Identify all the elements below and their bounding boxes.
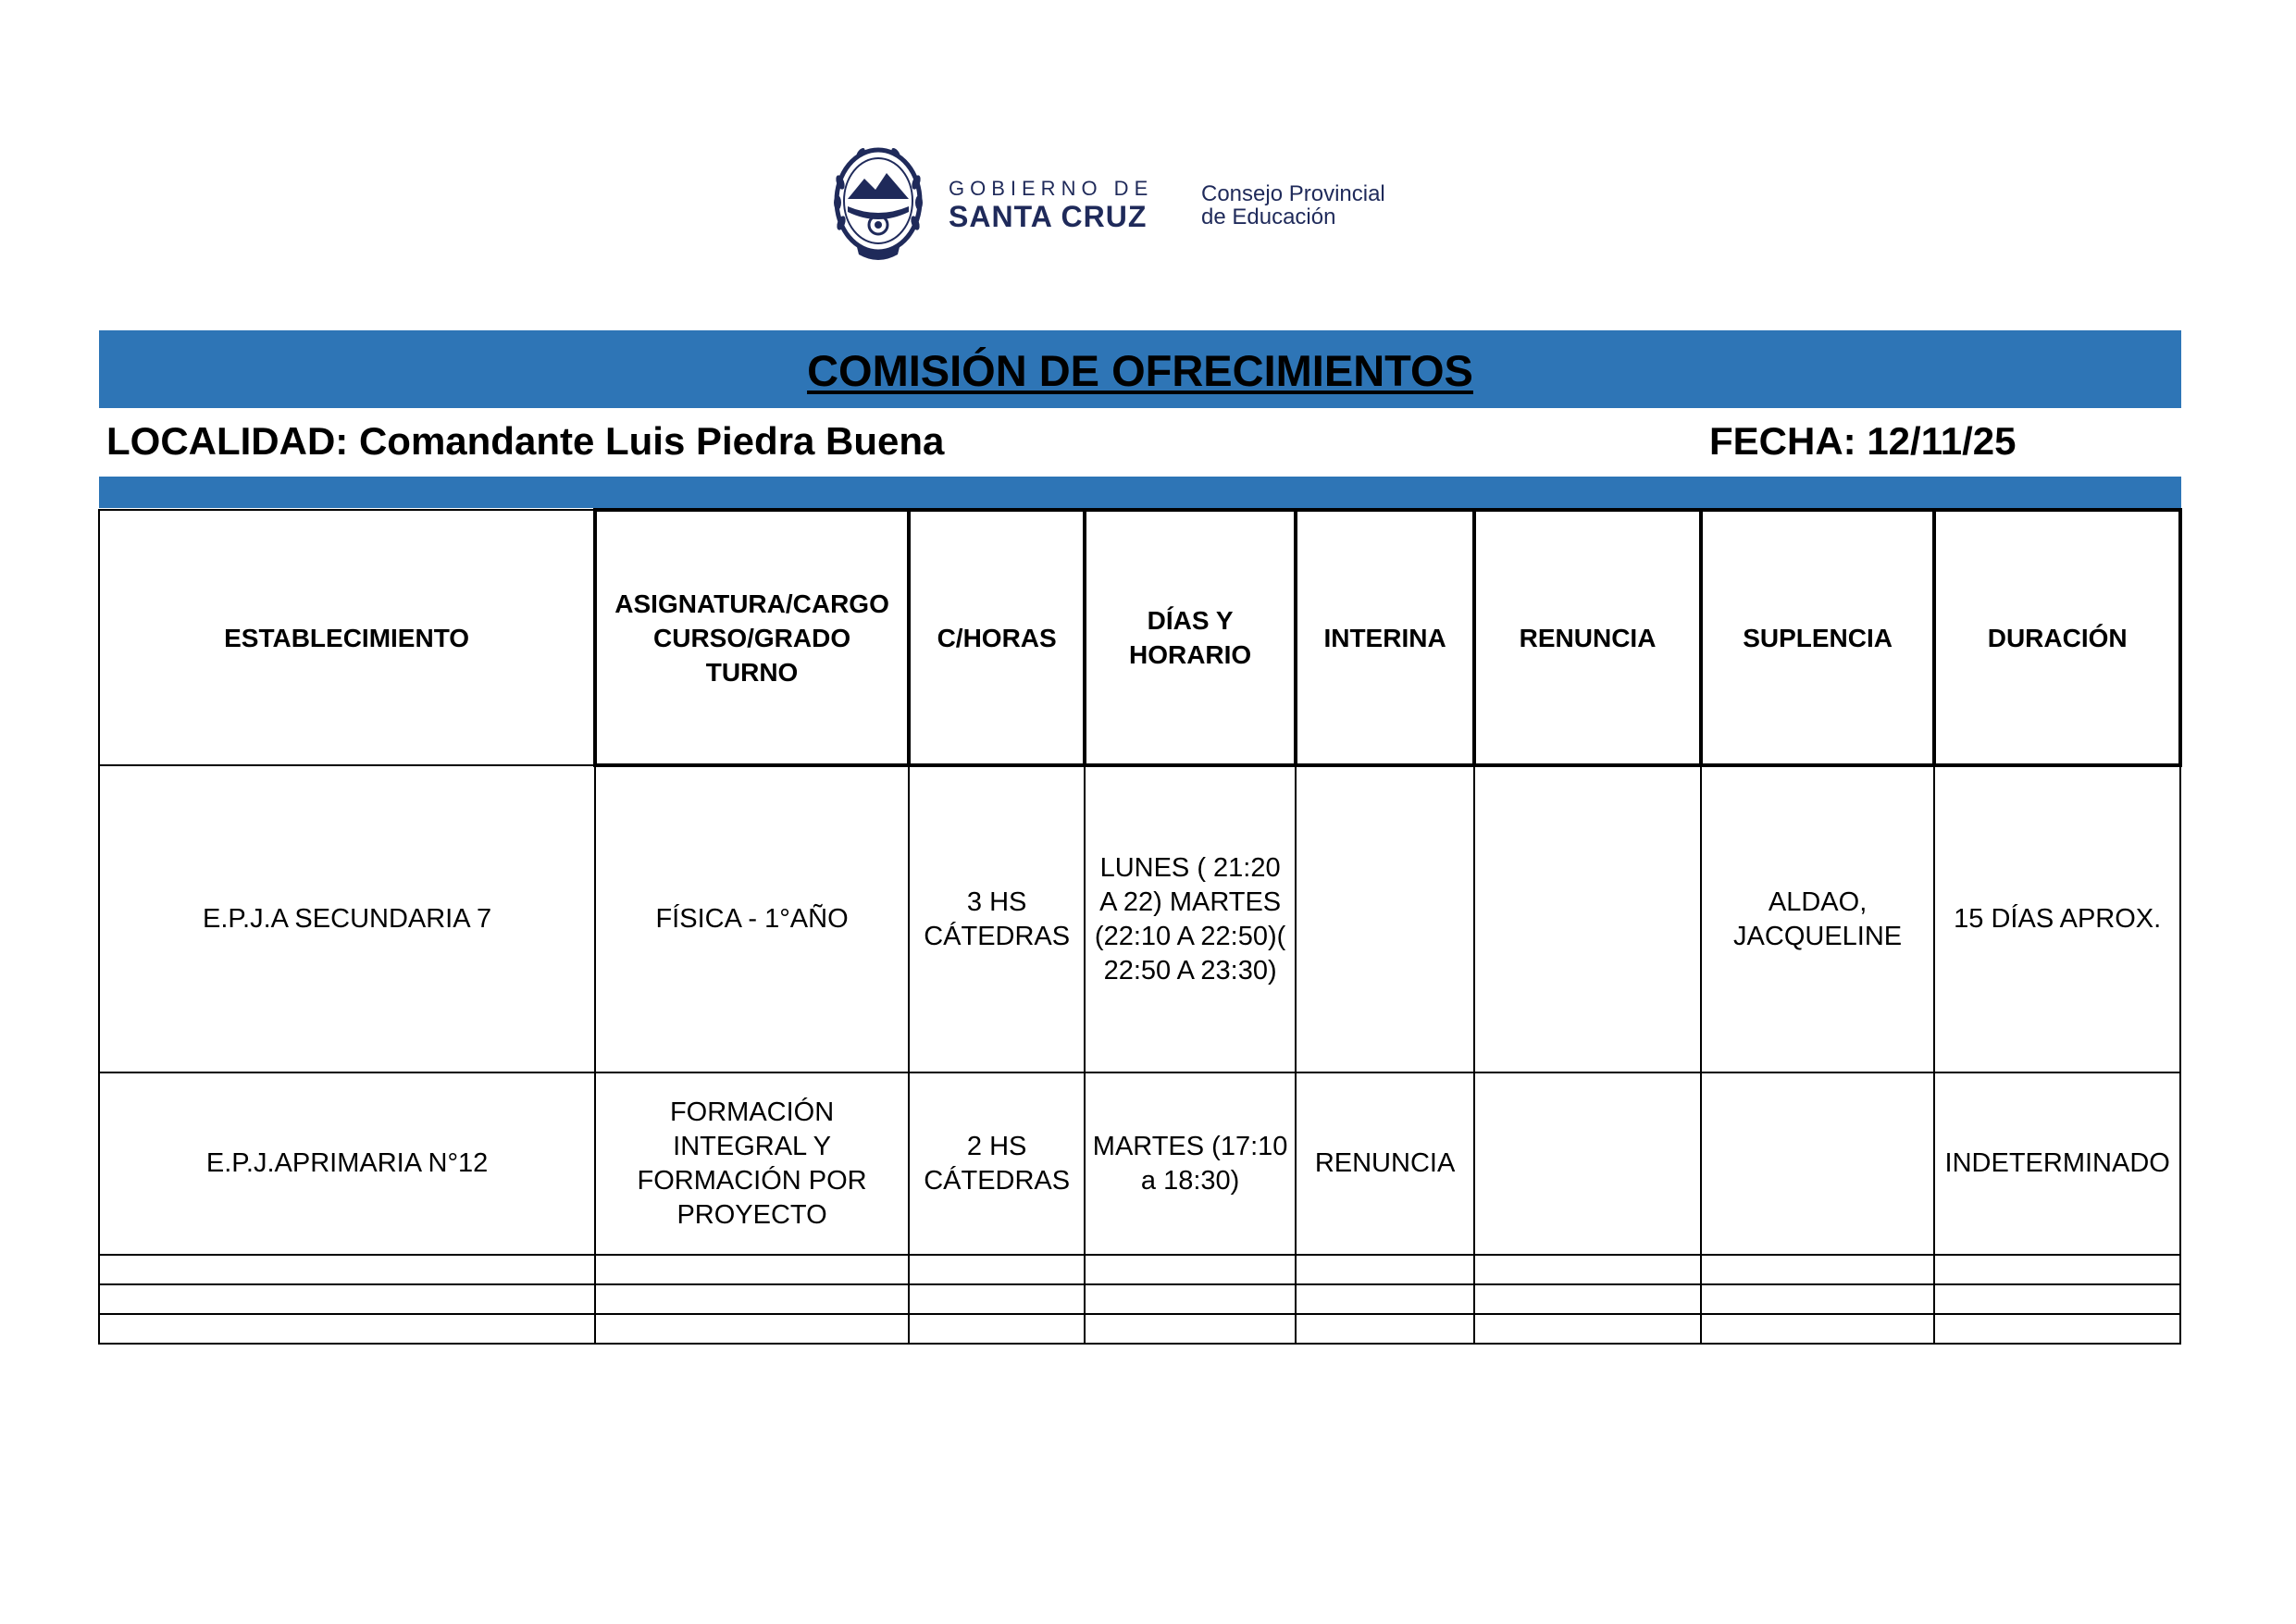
empty-cell	[1474, 1314, 1701, 1344]
header-interina-label: INTERINA	[1323, 623, 1446, 652]
cell-asignatura-line: PROYECTO	[676, 1199, 827, 1230]
cell-dias-line: a 18:30)	[1140, 1165, 1240, 1196]
cell-asignatura-line: FORMACIÓN POR	[637, 1165, 867, 1196]
empty-cell	[595, 1255, 909, 1284]
cell-dias-line: 22:50 A 23:30)	[1103, 955, 1277, 986]
cell-horas-line: 2 HS	[966, 1131, 1027, 1161]
empty-cell	[909, 1314, 1085, 1344]
cell-dias	[1085, 1072, 1296, 1255]
empty-cell	[1296, 1255, 1474, 1284]
empty-cell	[1934, 1314, 2180, 1344]
divider-strip	[99, 477, 2181, 508]
empty-cell	[1085, 1314, 1296, 1344]
empty-cell	[99, 1284, 595, 1314]
title-band	[99, 330, 2181, 408]
header-asignatura-line-3: TURNO	[705, 657, 799, 687]
cell-interina: RENUNCIA	[1296, 1072, 1474, 1255]
header-suplencia-label: SUPLENCIA	[1743, 623, 1893, 652]
empty-cell	[1085, 1255, 1296, 1284]
empty-cell	[909, 1255, 1085, 1284]
table-header-row	[99, 510, 2180, 765]
empty-cell	[1701, 1255, 1935, 1284]
empty-cell	[99, 1255, 595, 1284]
header-renuncia	[1474, 510, 1701, 765]
cell-dias-line: LUNES ( 21:20	[1099, 852, 1281, 883]
header-dias-line-1: DÍAS Y	[1147, 606, 1234, 635]
cell-dias-line: (22:10 A 22:50)(	[1094, 921, 1286, 951]
cell-asignatura-line: FORMACIÓN	[669, 1097, 835, 1127]
page-title: COMISIÓN DE OFRECIMIENTOS	[807, 346, 1473, 395]
cell-suplencia-line: ALDAO,	[1768, 886, 1868, 917]
empty-table-row	[99, 1314, 2180, 1344]
header-interina	[1296, 510, 1474, 765]
table-row	[99, 1072, 2180, 1255]
header-duracion-label: DURACIÓN	[1987, 623, 2128, 652]
empty-cell	[1934, 1255, 2180, 1284]
cell-horas	[909, 765, 1085, 1072]
cell-duracion: 15 DÍAS APROX.	[1934, 765, 2180, 1072]
empty-cell	[1701, 1284, 1935, 1314]
government-wordmark	[949, 177, 1153, 232]
cell-horas-line: 3 HS	[966, 886, 1027, 917]
council-wordmark	[1201, 182, 1385, 229]
cell-suplencia-line: JACQUELINE	[1733, 921, 1903, 951]
council-line-2: de Educación	[1201, 205, 1336, 229]
empty-cell	[99, 1314, 595, 1344]
province-label: SANTA CRUZ	[949, 200, 1148, 233]
cell-suplencia	[1701, 1072, 1935, 1255]
cell-suplencia	[1701, 765, 1935, 1072]
cell-establecimiento: E.P.J.A SECUNDARIA 7	[99, 765, 595, 1072]
cell-asignatura-line: INTEGRAL Y	[673, 1131, 831, 1161]
cell-duracion: INDETERMINADO	[1934, 1072, 2180, 1255]
empty-cell	[595, 1284, 909, 1314]
header-dias	[1085, 510, 1296, 765]
cell-renuncia	[1474, 1072, 1701, 1255]
empty-cell	[1701, 1314, 1935, 1344]
empty-cell	[595, 1314, 909, 1344]
cell-dias-line: MARTES (17:10	[1092, 1131, 1288, 1161]
cell-interina	[1296, 765, 1474, 1072]
empty-cell	[1474, 1284, 1701, 1314]
empty-cell	[909, 1284, 1085, 1314]
header-horas-label: C/HORAS	[937, 623, 1057, 652]
empty-cell	[1934, 1284, 2180, 1314]
empty-cell	[1085, 1284, 1296, 1314]
cell-horas	[909, 1072, 1085, 1255]
header-dias-line-2: HORARIO	[1128, 640, 1252, 669]
header-asignatura-line-2: CURSO/GRADO	[653, 623, 851, 652]
locality-row	[99, 408, 2181, 477]
empty-table-row	[99, 1255, 2180, 1284]
cell-establecimiento: E.P.J.APRIMARIA N°12	[99, 1072, 595, 1255]
header-renuncia-label: RENUNCIA	[1519, 623, 1657, 652]
header-asignatura-line-1: ASIGNATURA/CARGO	[614, 589, 889, 618]
cell-asignatura	[595, 765, 909, 1072]
cell-renuncia	[1474, 765, 1701, 1072]
cell-asignatura-line: FÍSICA - 1°AÑO	[655, 904, 849, 934]
table-row	[99, 765, 2180, 1072]
empty-cell	[1296, 1284, 1474, 1314]
cell-dias-line: A 22) MARTES	[1099, 886, 1282, 917]
empty-cell	[1474, 1255, 1701, 1284]
cell-asignatura	[595, 1072, 909, 1255]
header-establecimiento	[99, 510, 595, 765]
empty-cell	[1296, 1314, 1474, 1344]
council-line-1: Consejo Provincial	[1201, 181, 1385, 206]
header-asignatura	[595, 510, 909, 765]
cell-horas-line: CÁTEDRAS	[924, 921, 1071, 951]
header-suplencia	[1701, 510, 1935, 765]
cell-dias	[1085, 765, 1296, 1072]
date-label: FECHA: 12/11/25	[1709, 419, 2017, 463]
header-establecimiento-label: ESTABLECIMIENTO	[224, 623, 470, 652]
offers-table	[98, 508, 2182, 1345]
institution-logo	[833, 145, 1499, 266]
empty-table-row	[99, 1284, 2180, 1314]
government-label: GOBIERNO DE	[949, 177, 1154, 200]
cell-horas-line: CÁTEDRAS	[924, 1165, 1071, 1196]
header-duracion	[1934, 510, 2180, 765]
seal-of-santa-cruz-icon	[833, 145, 924, 264]
header-horas	[909, 510, 1085, 765]
locality-label: LOCALIDAD: Comandante Luis Piedra Buena	[106, 419, 945, 463]
